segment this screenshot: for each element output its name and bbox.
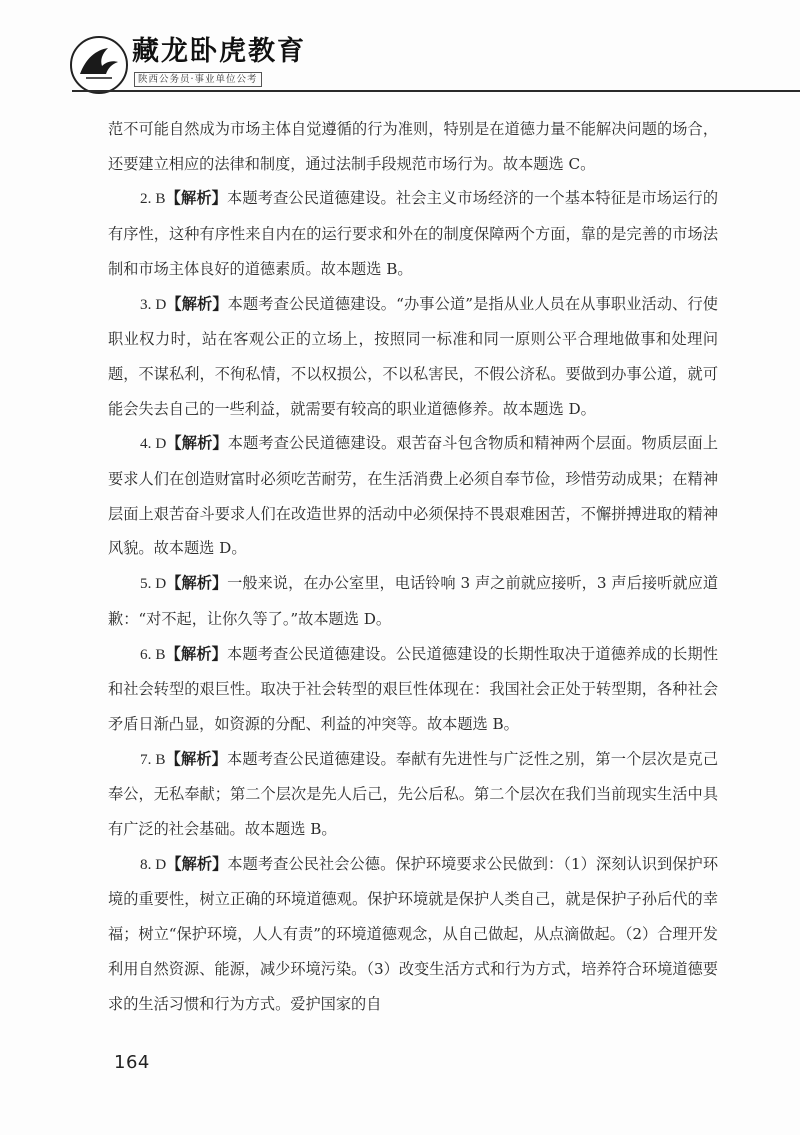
answer-number: 2. B xyxy=(140,190,166,208)
answer-item-6 xyxy=(108,637,718,742)
analysis-tag: 【解析】 xyxy=(165,189,228,208)
answer-item-7 xyxy=(108,742,718,847)
answer-number: 3. D xyxy=(140,295,167,313)
answer-explanations xyxy=(108,112,718,1021)
analysis-tag: 【解析】 xyxy=(165,644,228,663)
analysis-tag: 【解析】 xyxy=(165,749,228,768)
answer-number: 7. B xyxy=(140,750,166,768)
answer-item-8 xyxy=(108,847,718,1022)
analysis-tag: 【解析】 xyxy=(166,434,228,453)
dragon-tiger-logo-icon xyxy=(72,38,126,92)
paragraph-text: 范不可能自然成为市场主体自觉遵循的行为准则，特别是在道德力量不能解决问题的场合，还要建立相应的法律和制度，通过法制手段规范市场行为。故本题选 C。 xyxy=(108,120,718,173)
brand-subtitle: 陕西公务员·事业单位公考 xyxy=(134,72,262,87)
answer-item-2 xyxy=(108,181,718,286)
page-header xyxy=(0,0,800,90)
answer-item-3 xyxy=(108,287,718,427)
analysis-tag: 【解析】 xyxy=(166,574,228,593)
answer-number: 8. D xyxy=(140,855,167,873)
brand-logo xyxy=(70,36,128,94)
answer-number: 4. D xyxy=(140,435,167,453)
answer-text: 本题考查公民道德建设。“办事公道”是指从业人员在从事职业活动、行使职业权力时，站在客观公正的立场上，按照同一标准和同一原则公平合理地做事和处理问题，不谋私利，不徇私情，不以权损公，不以私害民，不假公济私。要做到办事公道，就可能会失去自己的一些利益，就需要有较高的职业道德修养。故本题选 D。 xyxy=(108,294,718,418)
answer-item-4 xyxy=(108,426,718,566)
analysis-tag: 【解析】 xyxy=(166,854,228,873)
answer-number: 6. B xyxy=(140,645,166,663)
page-number: 164 xyxy=(114,1052,150,1073)
brand-title: 藏龙卧虎教育 xyxy=(132,36,306,67)
analysis-tag: 【解析】 xyxy=(166,294,228,313)
answer-text: 本题考查公民道德建设。艰苦奋斗包含物质和精神两个层面。物质层面上要求人们在创造财富时必须吃苦耐劳，在生活消费上必须自奉节俭，珍惜劳动成果；在精神层面上艰苦奋斗要求人们在改造世界的活动中必须保持不畏艰难困苦，不懈拼搏进取的精神风貌。故本题选 D。 xyxy=(108,434,719,558)
answer-text: 本题考查公民道德建设。公民道德建设的长期性取决于道德养成的长期性和社会转型的艰巨性。取决于社会转型的艰巨性体现在：我国社会正处于转型期，各种社会矛盾日渐凸显，如资源的分配、利益的冲突等。故本题选 B。 xyxy=(108,644,719,733)
answer-item-5 xyxy=(108,566,718,636)
paragraph-continuation xyxy=(108,112,718,181)
answer-text: 本题考查公民道德建设。社会主义市场经济的一个基本特征是市场运行的有序性，这种有序性来自内在的运行要求和外在的制度保障两个方面，靠的是完善的市场法制和市场主体良好的道德素质。故本题选 B。 xyxy=(108,189,719,278)
header-divider xyxy=(72,90,800,92)
answer-text: 本题考查公民社会公德。保护环境要求公民做到：（1）深刻认识到保护环境的重要性，树立正确的环境道德观。保护环境就是保护人类自己，就是保护子孙后代的幸福；树立“保护环境，人人有责”的环境道德观念，从自己做起，从点滴做起。（2）合理开发利用自然资源、能源，减少环境污染。（3）改变生活方式和行为方式，培养符合环境道德要求的生活习惯和行为方式。爱护国家的自 xyxy=(108,854,719,1013)
answer-text: 本题考查公民道德建设。奉献有先进性与广泛性之别，第一个层次是克己奉公，无私奉献；第二个层次是先人后己，先公后私。第二个层次在我们当前现实生活中具有广泛的社会基础。故本题选 B。 xyxy=(108,749,719,839)
answer-number: 5. D xyxy=(140,575,167,593)
answer-text: 一般来说，在办公室里，电话铃响 3 声之前就应接听，3 声后接听就应道歉：“对不起，让你久等了。”故本题选 D。 xyxy=(108,574,719,628)
